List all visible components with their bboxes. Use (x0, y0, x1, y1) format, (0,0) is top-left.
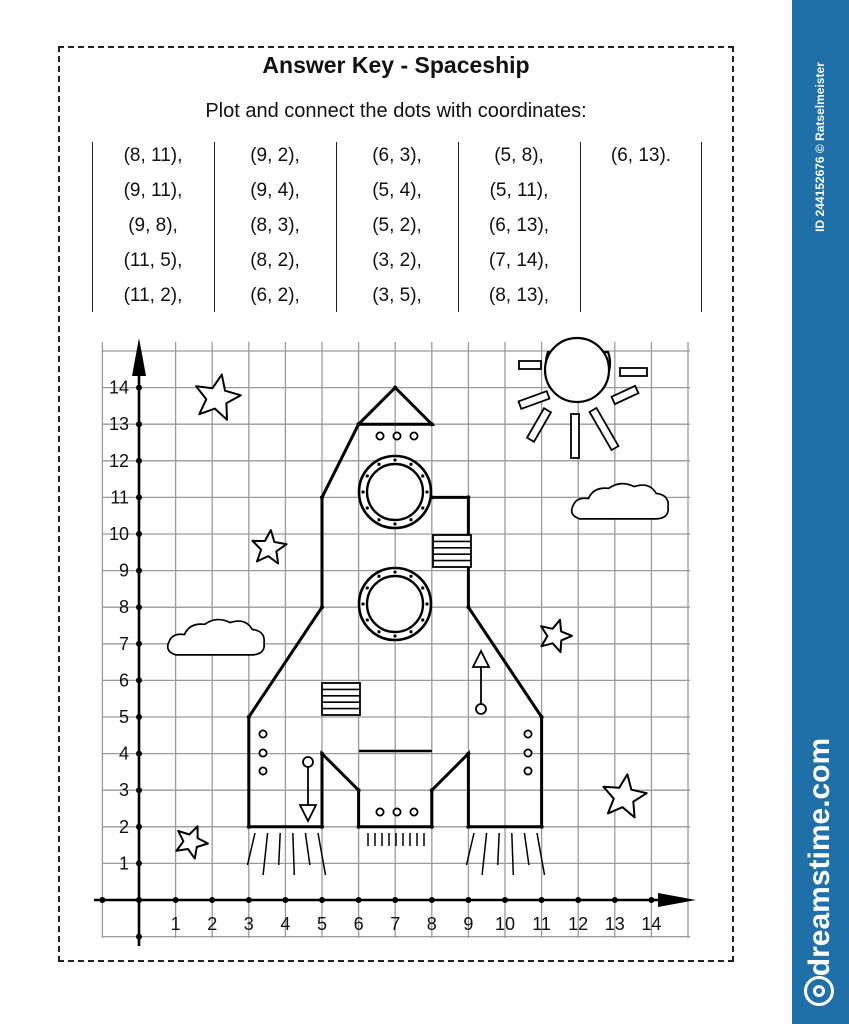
vent-panel (322, 683, 360, 715)
x-tick-label: 12 (568, 914, 589, 934)
coordinate-pair: (9, 8), (128, 215, 178, 236)
sun-icon (545, 338, 609, 402)
spaceship-point (357, 825, 361, 829)
spaceship-point (247, 715, 251, 719)
y-axis-dot (136, 385, 142, 391)
spaceship-point (540, 825, 544, 829)
y-axis-dot (136, 677, 142, 683)
small-window (376, 432, 383, 439)
y-axis-arrow-icon (132, 338, 146, 376)
rivet (393, 522, 396, 525)
y-axis-dot (136, 714, 142, 720)
x-axis-dot (246, 897, 252, 903)
x-tick-label: 10 (494, 914, 516, 934)
y-tick-label: 1 (118, 853, 129, 874)
x-axis-dot (465, 897, 471, 903)
coordinate-pair: (6, 2), (250, 285, 300, 306)
spaceship-point (357, 788, 361, 792)
x-tick-label: 3 (243, 914, 254, 934)
flame-line (467, 833, 475, 865)
rivet (393, 458, 396, 461)
flame-line (263, 833, 268, 875)
instruction-text: Plot and connect the dots with coordinates: (205, 100, 587, 122)
y-axis-dot (136, 568, 142, 574)
y-tick-label: 4 (118, 743, 129, 764)
flame-line (279, 833, 281, 865)
arrow-icon (473, 651, 489, 667)
small-window (376, 808, 383, 815)
spaceship-point (540, 715, 544, 719)
rivet (361, 490, 364, 493)
small-window (524, 730, 531, 737)
cloud-icon (168, 620, 264, 655)
y-axis-dot (136, 641, 142, 647)
rivet (421, 506, 424, 509)
star-icon (176, 826, 208, 858)
y-tick-label: 2 (118, 816, 129, 837)
spaceship-point (466, 495, 470, 499)
sun-ray (527, 408, 551, 441)
arrow-icon (300, 805, 316, 821)
page-title: Answer Key - Spaceship (262, 52, 530, 78)
x-tick-label: 13 (604, 914, 625, 934)
sun-ray (590, 408, 619, 450)
x-axis-dot (429, 897, 435, 903)
spaceship-point (320, 605, 324, 609)
sun-ray (571, 414, 579, 458)
coordinate-pair: (8, 11), (123, 145, 183, 166)
y-tick-label: 14 (108, 377, 129, 398)
coordinate-pair: (11, 5), (123, 250, 183, 271)
coordinate-pair: (11, 2), (123, 285, 183, 306)
flame-line (293, 833, 295, 875)
rivet (425, 490, 428, 493)
arrow-icon (476, 704, 486, 714)
coordinate-pair: (8, 2), (250, 250, 300, 271)
coordinate-pair: (9, 11), (123, 180, 183, 201)
y-axis-dot (136, 897, 142, 903)
rivet (366, 506, 369, 509)
spaceship-point (430, 788, 434, 792)
rivet (377, 463, 380, 466)
coordinate-pair: (5, 4), (372, 180, 422, 201)
y-tick-label: 10 (108, 524, 129, 544)
spaceship-point (247, 825, 251, 829)
sun-ray (612, 386, 639, 404)
porthole-icon (367, 576, 423, 632)
spaceship-point (393, 386, 397, 390)
coordinate-pair: (5, 11), (489, 180, 549, 201)
star-icon (253, 530, 287, 563)
y-axis-dot (136, 494, 142, 500)
spaceship-point (357, 422, 361, 426)
x-tick-label: 2 (207, 914, 218, 934)
coordinate-pair: (8, 13), (488, 285, 550, 306)
y-tick-label: 3 (118, 780, 129, 801)
coordinate-pair: (3, 2), (372, 250, 422, 271)
flame-line (512, 833, 514, 875)
rivet (361, 602, 364, 605)
star-icon (541, 620, 572, 652)
x-tick-label: 4 (280, 914, 291, 934)
spaceship-point (320, 752, 324, 756)
spaceship-point (430, 422, 434, 426)
y-tick-label: 7 (118, 633, 129, 654)
sun-ray (519, 361, 541, 369)
dreamstime-logo-icon (804, 976, 834, 1006)
x-axis-dot (648, 897, 654, 903)
y-axis-dot (136, 934, 142, 940)
y-tick-label: 5 (118, 707, 129, 727)
rivet (377, 518, 380, 521)
coordinate-pair: (9, 2), (250, 145, 300, 166)
sun-ray (620, 368, 647, 376)
coordinate-pair: (7, 14), (488, 250, 550, 271)
rivet (366, 474, 369, 477)
coordinate-pair: (6, 3), (372, 145, 422, 166)
x-axis-dot (209, 897, 215, 903)
spaceship-point (320, 495, 324, 499)
flame-line (482, 833, 487, 875)
spaceship-point (430, 825, 434, 829)
small-window (524, 749, 531, 756)
y-tick-label: 6 (118, 670, 129, 691)
flame-line (498, 833, 500, 865)
y-axis-dot (136, 531, 142, 537)
x-axis-dot (99, 897, 105, 903)
x-axis-dot (502, 897, 508, 903)
rivet (409, 630, 412, 633)
arrow-icon (303, 757, 313, 767)
small-window (259, 730, 266, 737)
rivet (409, 575, 412, 578)
x-axis-dot (356, 897, 362, 903)
coordinate-pair: (9, 4), (250, 180, 300, 201)
spaceship-point (466, 825, 470, 829)
y-axis-dot (136, 860, 142, 866)
x-tick-label: 6 (353, 914, 364, 934)
x-axis-dot (319, 897, 325, 903)
y-axis-dot (136, 787, 142, 793)
vent-panel (433, 535, 471, 567)
x-axis-dot (612, 897, 618, 903)
rivet (421, 618, 424, 621)
flame-line (537, 833, 545, 875)
y-tick-label: 11 (110, 487, 129, 508)
small-window (393, 808, 400, 815)
small-window (393, 432, 400, 439)
coordinate-pair: (6, 13), (488, 215, 550, 236)
x-tick-label: 11 (532, 914, 551, 934)
rivet (393, 570, 396, 573)
x-tick-label: 14 (641, 914, 662, 934)
flame-line (305, 833, 310, 865)
x-axis-dot (173, 897, 179, 903)
y-axis-dot (136, 421, 142, 427)
cloud-icon (572, 484, 668, 519)
small-window (410, 432, 417, 439)
x-tick-label: 8 (426, 914, 437, 934)
y-tick-label: 13 (108, 414, 129, 435)
spaceship-point (466, 752, 470, 756)
y-axis-dot (136, 458, 142, 464)
y-axis-dot (136, 751, 142, 757)
rivet (409, 463, 412, 466)
small-window (524, 767, 531, 774)
flame-line (524, 833, 529, 865)
rivet (421, 474, 424, 477)
x-axis-dot (539, 897, 545, 903)
rivet (421, 586, 424, 589)
watermark-id: ID 244152676 © Ratselmeister (813, 62, 827, 232)
rivet (377, 630, 380, 633)
rivet (366, 618, 369, 621)
x-axis-dot (392, 897, 398, 903)
x-tick-label: 5 (316, 914, 328, 934)
y-tick-label: 9 (118, 560, 129, 581)
rivet (366, 586, 369, 589)
spaceship-point (320, 825, 324, 829)
y-axis-dot (136, 824, 142, 830)
star-icon (603, 774, 646, 817)
coordinate-pair: (3, 5), (372, 285, 422, 306)
rivet (377, 575, 380, 578)
star-icon (196, 375, 241, 420)
sun-ray (519, 391, 550, 409)
y-tick-label: 8 (118, 597, 129, 618)
x-tick-label: 1 (170, 914, 181, 934)
watermark-brand: dreamstime.com (803, 737, 836, 977)
coordinate-pair: (5, 2), (372, 215, 422, 236)
x-axis-arrow-icon (658, 893, 696, 907)
y-tick-label: 12 (108, 450, 129, 471)
porthole-icon (367, 464, 423, 520)
rivet (425, 602, 428, 605)
coordinate-pair: (6, 13). (610, 145, 672, 166)
x-tick-label: 9 (463, 914, 474, 934)
spaceship-point (466, 605, 470, 609)
rivet (409, 518, 412, 521)
y-axis-dot (136, 604, 142, 610)
rivet (393, 634, 396, 637)
coordinate-pair: (5, 8), (494, 145, 544, 166)
coordinate-pair: (8, 3), (250, 215, 300, 236)
x-tick-label: 7 (390, 914, 401, 934)
small-window (259, 767, 266, 774)
small-window (410, 808, 417, 815)
small-window (259, 749, 266, 756)
x-axis-dot (282, 897, 288, 903)
x-axis-dot (575, 897, 581, 903)
